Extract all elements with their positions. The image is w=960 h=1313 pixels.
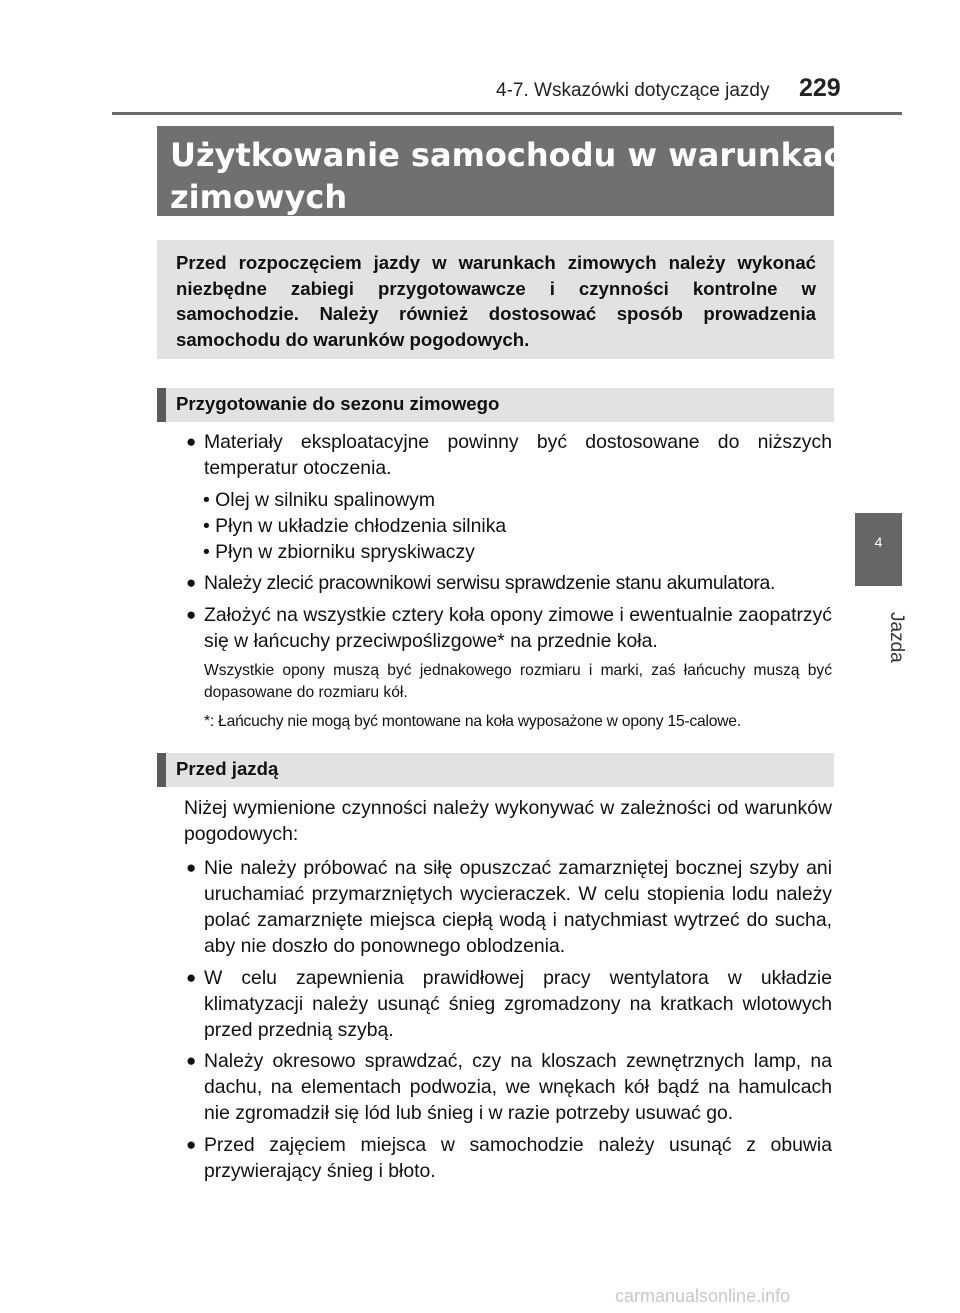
bullet-icon: ● xyxy=(186,1051,197,1070)
bullet-icon: ● xyxy=(186,432,197,451)
chapter-tab: 4 xyxy=(855,513,902,586)
bullet-icon: ● xyxy=(186,968,197,987)
section-intro-text: Niżej wymienione czynności należy wykonywać w zależności od warunków pogodowych: xyxy=(184,797,832,845)
list-item: W celu zapewnienia prawidłowej pracy wentylatora w układzie klimatyzacji należy usunąć śnieg zgromadzony na kratkach wlotowych przed przednią szybą. xyxy=(204,967,832,1041)
list-item: Przed zajęciem miejsca w samochodzie należy usunąć z obuwia przywierający śnieg i błoto. xyxy=(204,1134,832,1182)
bullet-icon: ● xyxy=(186,858,197,877)
page-title xyxy=(157,126,866,216)
header-divider xyxy=(112,112,902,115)
page-title-line-2: zimowych xyxy=(170,178,348,216)
note-text: Wszystkie opony muszą być jednakowego rozmiaru i marki, zaś łańcuchy muszą być dopasowane do rozmiaru kół. xyxy=(204,662,832,701)
section-heading-winter-prep: Przygotowanie do sezonu zimowego xyxy=(157,388,834,422)
intro-text: Przed rozpoczęciem jazdy w warunkach zimowych należy wykonać niezbędne zabiegi przygotowawcze i czynności kontrolne w samochodzie. Należy również dostosować sposób prowadzenia samochodu do warunków pogodowych. xyxy=(176,252,816,350)
chapter-label: Jazda xyxy=(886,612,907,663)
page-number: 229 xyxy=(799,74,841,102)
list-item: Należy okresowo sprawdzać, czy na kloszach zewnętrznych lamp, na dachu, na elementach podwozia, we wnękach kół bądź na hamulcach nie zgromadził się lód lub śnieg i w razie potrzeby usuwać go. xyxy=(204,1050,832,1124)
list-item: Należy zlecić pracownikowi serwisu sprawdzenie stanu akumulatora. xyxy=(204,572,776,594)
watermark: carmanualsonline.info xyxy=(615,1286,791,1306)
bullet-icon: ● xyxy=(186,573,197,592)
intro-box xyxy=(157,240,834,359)
sub-list-item: • Płyn w układzie chłodzenia silnika xyxy=(203,515,507,537)
bullet-icon: ● xyxy=(186,1135,197,1154)
sub-list-item: • Olej w silniku spalinowym xyxy=(203,489,436,511)
list-item: Założyć na wszystkie cztery koła opony zimowe i ewentualnie zaopatrzyć się w łańcuchy przeciwpoślizgowe* na przednie koła. xyxy=(204,604,832,652)
list-item: Materiały eksploatacyjne powinny być dostosowane do niższych temperatur otoczenia. xyxy=(204,431,832,479)
running-header-section: 4-7. Wskazówki dotyczące jazdy xyxy=(496,80,770,101)
list-item: Nie należy próbować na siłę opuszczać zamarzniętej bocznej szyby ani uruchamiać przymarzniętych wycieraczek. W celu stopienia lodu należy polać zamarznięte miejsca ciepłą wodą i natychmiast wytrzeć do sucha, aby nie doszło do ponownego oblodzenia. xyxy=(204,857,832,957)
footnote: *: Łańcuchy nie mogą być montowane na koła wyposażone w opony 15-calowe. xyxy=(204,713,741,730)
page-title-line-1: Użytkowanie samochodu w warunkach xyxy=(170,136,866,174)
sub-list-item: • Płyn w zbiorniku spryskiwaczy xyxy=(203,541,475,563)
section-heading-before-driving: Przed jazdą xyxy=(157,753,834,787)
bullet-icon: ● xyxy=(186,605,197,624)
